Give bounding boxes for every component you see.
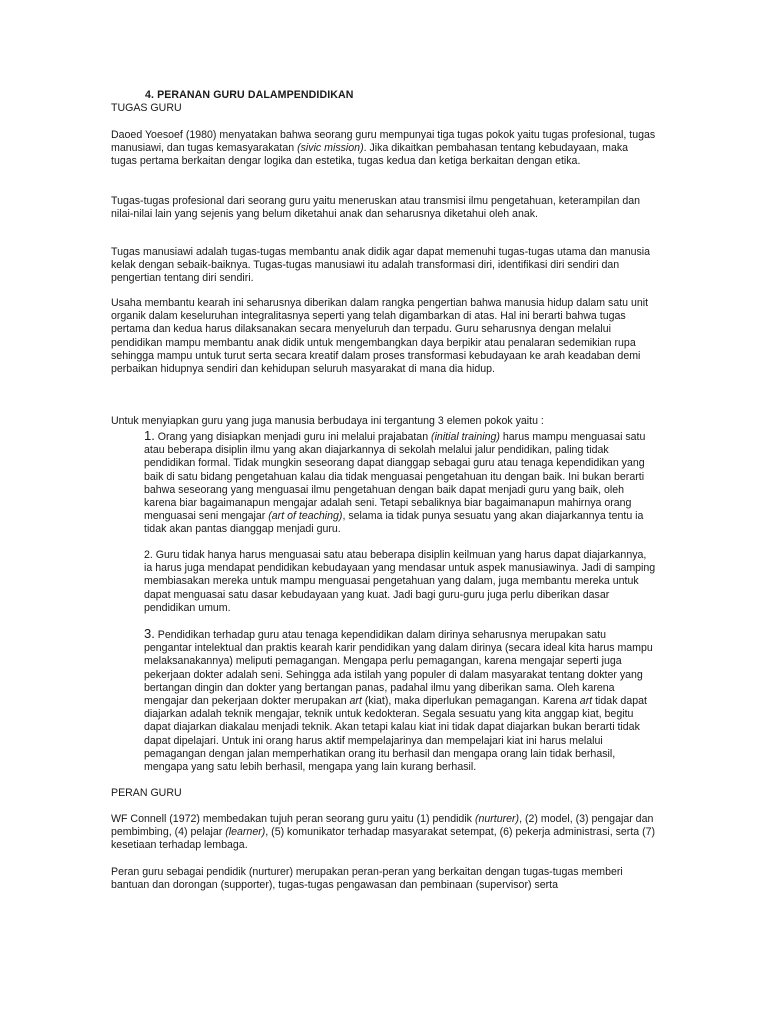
paragraph-usaha-membantu: Usaha membantu kearah ini seharusnya diberikan dalam rangka pengertian bahwa manusia hidup dalam satu unit organik dalam keseluruhan integralitasnya seperti yang telah digambarkan di atas. Hal ini berarti bahwa tugas pertama dan kedua harus dilaksanakan secara menyeluruh dan terpadu. Guru seharusnya dengan melalui pendidikan mampu membantu anak didik untuk mengembangkan daya berpikir atau penalaran sedemikian rupa sehingga mampu untuk turut serta secara kreatif dalam proses transformasi kebudayaan ke arah keadaban demi perbaikan hidupnya sendiri dan kehidupan seluruh masyarakat di mana dia hidup.	[111, 297, 649, 376]
paragraph-text: Daoed Yoesoef (1980) menyatakan bahwa seorang guru mempunyai tiga tugas pokok yaitu tugas profesional, tugas manusiawi, dan tugas kemasyarakatan	[111, 129, 656, 155]
list-item-3	[144, 627, 656, 774]
italic-term: (learner)	[225, 826, 266, 839]
list-item-1	[144, 429, 656, 537]
paragraph-text: , (2) model, (3) pengajar dan pembimbing, (4) pelajar	[111, 813, 654, 839]
italic-term: (initial training)	[431, 431, 500, 443]
list-text: Pendidikan terhadap guru atau tenaga kependidikan dalam dirinya seharusnya merupakan satu pengantar intelektual dan praktis kearah karir pendidikan yang dalam dirinya (secara ideal kita harus mampu melaksanakannya) meliputi pemagangan. Mengapa perlu pemagangan, karena mengajar seperti juga pekerjaan dokter adalah seni. Sehingga ada istilah yang populer di dalam masyarakat tentang dokter yang bertangan dingin dan dokter yang bertangan panas, padahal ilmu yang diberikan sama. Oleh karena mengajar dan pekerjaan dokter merupakan	[144, 629, 653, 708]
section-heading-peran-guru: PERAN GURU	[111, 787, 182, 799]
section-heading-tugas-guru: TUGAS GURU	[111, 102, 182, 114]
italic-term: art	[579, 695, 593, 708]
paragraph-text: . Jika dikaitkan pembahasan tentang kebudayaan, maka tugas pertama berkaitan dengar logika dan estetika, tugas kedua dan ketiga berkaitan dengan etika.	[111, 142, 629, 168]
paragraph-text: WF Connell (1972) membedakan tujuh peran seorang guru yaitu (1) pendidik	[111, 813, 475, 825]
list-text: Orang yang disiapkan menjadi guru ini melalui prajabatan	[154, 431, 432, 443]
list-text: , selama ia tidak punya sesuatu yang akan diajarkannya tentu ia tidak akan pantas dianggap menjadi guru.	[144, 510, 644, 536]
list-number: 1.	[144, 428, 155, 443]
chapter-title: 4. PERANAN GURU DALAMPENDIDIKAN	[145, 89, 354, 101]
italic-term: art	[349, 695, 362, 708]
paragraph-tugas-manusiawi: Tugas manusiawi adalah tugas-tugas membantu anak didik agar dapat memenuhi tugas-tugas utama dan manusia kelak dengan sebaik-baiknya. Tugas-tugas manusiawi itu adalah transformasi diri, identifikasi diri sendiri dan pengertian tentang diri sendiri.	[111, 246, 651, 285]
italic-term: (nurturer)	[474, 813, 520, 825]
italic-term: (sivic mission)	[297, 142, 364, 155]
paragraph-peran-pendidik: Peran guru sebagai pendidik (nurturer) merupakan peran-peran yang berkaitan dengan tugas-tugas memberi bantuan dan dorongan (supporter), tugas-tugas pengawasan dan pembinaan (supervisor) serta	[111, 866, 623, 892]
paragraph-tiga-elemen: Untuk menyiapkan guru yang juga manusia berbudaya ini tergantung 3 elemen pokok yaitu :	[111, 415, 544, 427]
paragraph-daoed-yoesoef	[111, 129, 656, 169]
paragraph-text: , (5) komunikator terhadap masyarakat setempat, (6) pekerja administrasi, serta (7) kesetiaan terhadap lembaga.	[111, 826, 656, 852]
list-text: (kiat), maka diperlukan pemagangan. Karena	[361, 695, 580, 708]
list-text: tidak dapat diajarkan adalah teknik mengajar, teknik untuk kedokteran. Segala sesuatu yang kita anggap kiat, begitu dapat diajarkan diakalau menjadi teknik. Akan tetapi kalau kiat ini tidak dapat diajarkan bukan berarti tidak dapat dipelajari. Untuk ini orang harus aktif mempelajarinya dan mempelajari kiat ini harus melalui pemagangan dengan jalan memperhatikan orang itu berhasil dan mengapa orang lain tidak berhasil, mengapa yang satu lebih berhasil, mengapa yang lain kurang berhasil.	[144, 695, 647, 774]
list-item-2: 2. Guru tidak hanya harus menguasai satu atau beberapa disiplin keilmuan yang harus dapat diajarkannya, ia harus juga mendapat pendidikan kebudayaan yang mendasar untuk aspek manusiawinya. Jadi di samping membiasakan mereka untuk mampu menguasai pengetahuan yang dalam, juga membantu mereka untuk dapat menguasai satu dasar kebudayaan yang kuat. Jadi bagi guru-guru juga perlu diberikan dasar pendidikan umum.	[144, 549, 656, 614]
list-text: harus mampu menguasai satu atau beberapa disiplin ilmu yang akan diajarkannya di sekolah melalui jalur pendidikan, paling tidak pendidikan formal. Tidak mungkin seseorang dapat dianggap sebagai guru atau tenaga kependidikan yang baik di satu bidang pengetahuan kalau dia tidak menguasai pengetahuan itu dengan baik. Ini bukan berarti bahwa seseorang yang menguasai ilmu pengetahuan dengan baik dapat menjadi guru yang baik, oleh karena biar bagaimanapun mengajar adalah seni. Tetapi sebaliknya biar bagaimanapun mahirnya orang menguasai seni mengajar	[144, 431, 646, 523]
paragraph-tugas-profesional: Tugas-tugas profesional dari seorang guru yaitu meneruskan atau transmisi ilmu pengetahuan, keterampilan dan nilai-nilai lain yang sejenis yang belum diketahui anak dan seharusnya diketahui oleh anak.	[111, 195, 641, 221]
list-number: 3.	[144, 626, 155, 641]
italic-term: (art of teaching)	[268, 510, 343, 523]
paragraph-wf-connell	[111, 813, 656, 853]
